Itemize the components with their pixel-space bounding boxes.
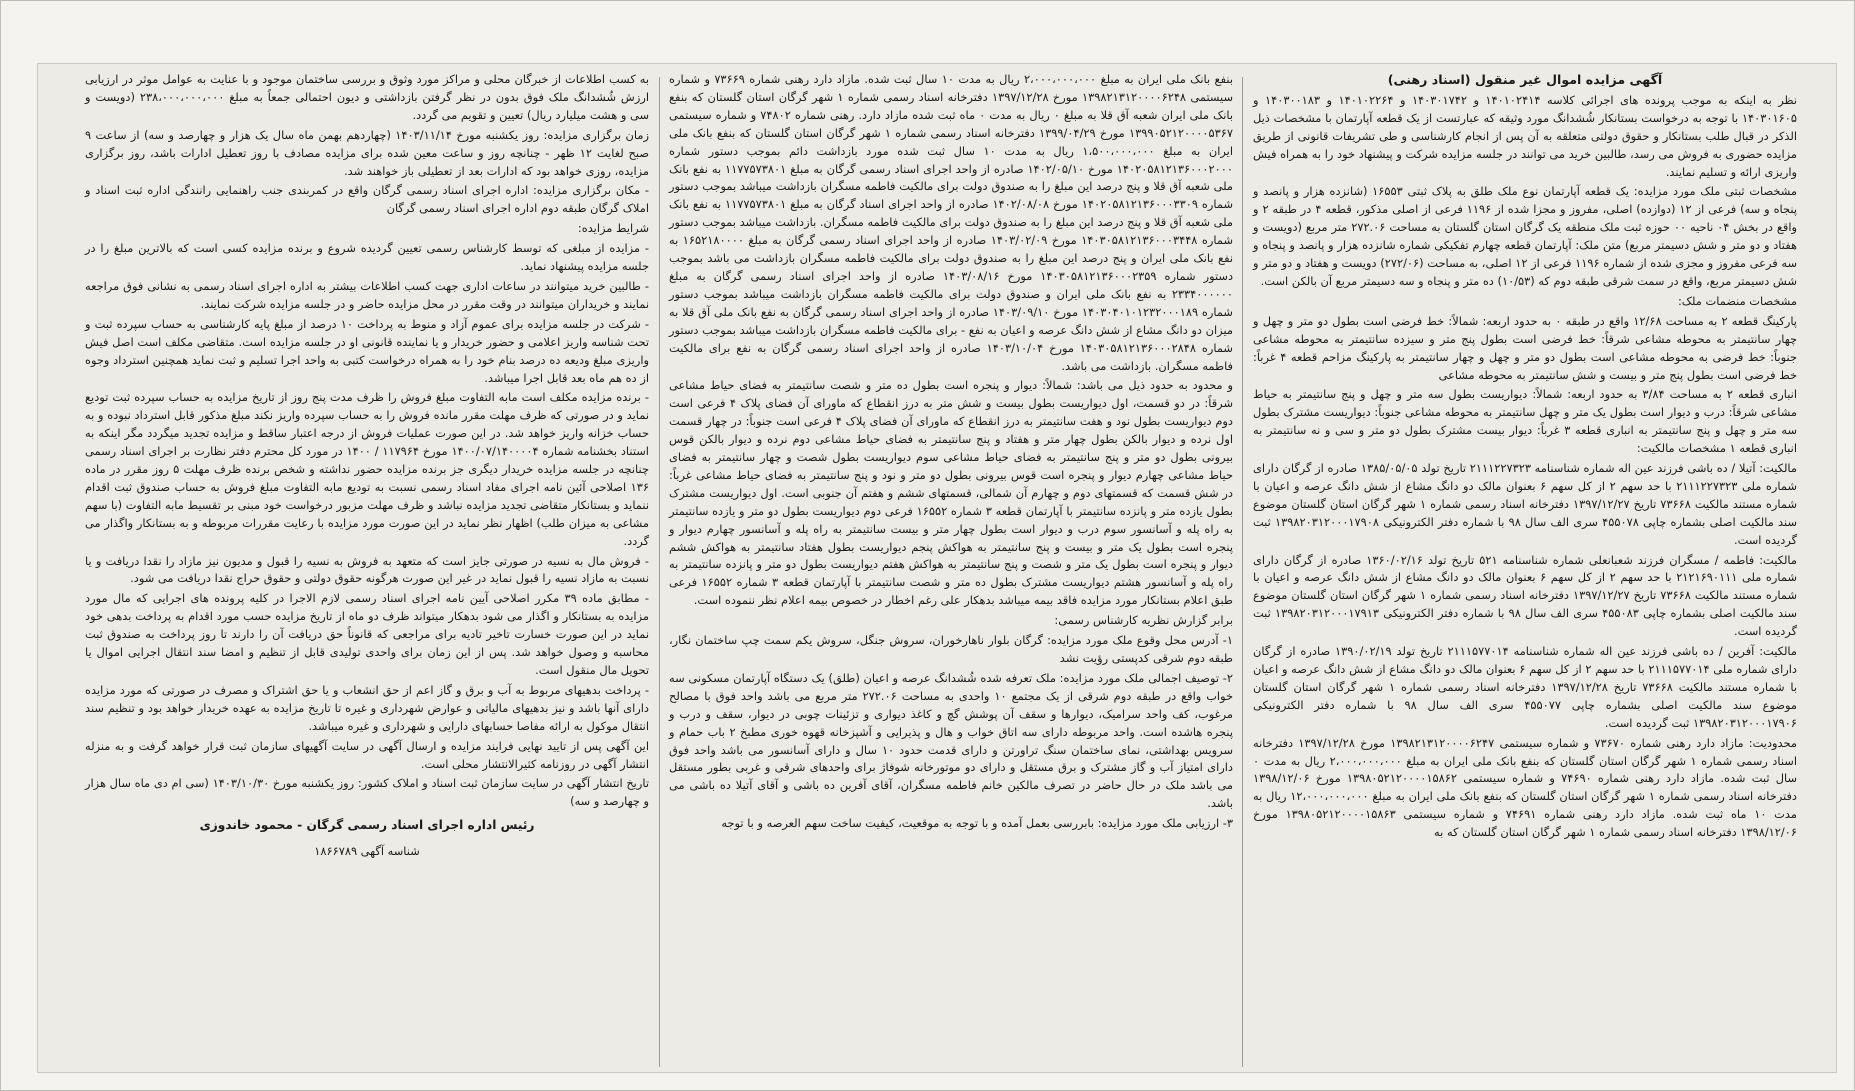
notice-paragraph: مالکیت: آتیلا / ده باشی فرزند عین اله شماره شناسنامه ۲۱۱۱۲۲۷۳۲۳ تاریخ تولد ۱۳۸۵/۰۵/۰۵ صادره از گرگان دارای شماره ملی ۲۱۱۱۲۲۷۳۲۳ با حد سهم ۲ از کل سهم ۶ بعنوان مالک دو دانگ مشاع از شش دانگ عرصه و اعیان با شماره مستند مالکیت ۷۳۶۶۸ تاریخ ۱۳۹۷/۱۲/۲۷ دفترخانه اسناد رسمی شماره ۱ شهر گرگان استان گلستان موضوع سند مالکیت اصلی بشماره چاپی ۴۵۵۰۷۸ سری الف سال ۹۸ با شماره دفتر الکترونیکی ۱۳۹۸۲۰۳۱۲۰۰۰۱۷۹۰۸ ثبت گردیده است. <box>1253 461 1798 547</box>
notice-paragraph: زمان برگزاری مزایده: روز یکشنبه مورخ ۱۴۰۳/۱۱/۱۴ (چهاردهم بهمن ماه سال یک هزار و چهارصد و سه) از ساعت ۹ صبح لغایت ۱۲ ظهر - چنانچه روز و ساعت معین شده برای مزایده مصادف با روز تعطیل ادارات باشد، روز برگزاری مزایده، روزی خواهد بود که ادارات بعد از تعطیلی باز خواهند شد. <box>85 127 649 178</box>
auction-notice-sheet <box>37 63 1837 1073</box>
notice-paragraph: - مکان برگزاری مزایده: اداره اجرای اسناد رسمی گرگان واقع در کمربندی جنب راهنمایی رانندگی اداره ثبت اسناد و املاک گرگان طبقه دوم اداره اجرای اسناد رسمی گرگان <box>85 183 649 216</box>
ad-id: شناسه آگهی ۱۸۶۶۷۸۹ <box>314 844 420 859</box>
notice-paragraph: مالکیت: فاطمه / مسگران فرزند شعبانعلی شماره شناسنامه ۵۲۱ تاریخ تولد ۱۳۶۰/۰۲/۱۶ صادره از گرگان دارای شماره ملی ۲۱۲۱۶۹۰۱۱۱ با حد سهم ۲ از کل سهم ۶ بعنوان مالک دو دانگ مشاع از شش دانگ عرصه و اعیان با شماره مستند مالکیت ۷۳۶۶۸ تاریخ ۱۳۹۷/۱۲/۲۷ دفترخانه اسناد رسمی شماره ۱ شهر گرگان استان گلستان موضوع سند مالکیت اصلی بشماره چاپی ۴۵۵۰۸۳ سری الف سال ۹۸ با شماره دفتر الکترونیکی ۱۳۹۸۲۰۳۱۲۰۰۰۱۷۹۱۳ ثبت گردیده است. <box>1253 552 1798 639</box>
column-divider <box>659 77 660 1067</box>
notice-paragraph: - طالبین خرید میتوانند در ساعات اداری جهت کسب اطلاعات بیشتر به اداره اجرای اسناد رسمی به نشانی فوق مراجعه نمایند و خریداران میتوانند در وقت مقرر در محل مزایده حاضر و در جلسه مزایده شرکت نمایند. <box>85 278 649 311</box>
notice-paragraphs <box>85 71 649 811</box>
notice-paragraphs <box>1253 92 1797 842</box>
notice-paragraph: مالکیت: آفرین / ده باشی فرزند عین اله شماره شناسنامه ۲۱۱۱۵۷۷۰۱۴ تاریخ تولد ۱۳۹۰/۰۲/۱۹ صادره از گرگان دارای شماره ملی ۲۱۱۱۵۷۷۰۱۴ با حد سهم ۲ از کل سهم ۶ بعنوان مالک دو دانگ مشاع از شش دانگ عرصه و اعیان با شماره مستند مالکیت ۷۳۶۶۸ تاریخ ۱۳۹۷/۱۲/۲۸ دفترخانه اسناد رسمی شماره ۱ شهر گرگان استان گلستان موضوع سند مالکیت اصلی بشماره چاپی ۴۵۵۰۷۷ سری الف سال ۹۸ با شماره دفتر الکترونیکی ۱۳۹۸۲۰۳۱۲۰۰۰۱۷۹۰۶ ثبت گردیده است. <box>1253 644 1798 730</box>
notice-paragraph: مشخصات منضمات ملک: <box>1677 293 1797 308</box>
notice-paragraph: محدودیت: مازاد دارد رهنی شماره ۷۳۶۷۰ و شماره سیستمی ۱۳۹۸۲۱۳۱۲۰۰۰۰۶۲۴۷ مورخ ۱۳۹۷/۱۲/۲۸ دفترخانه اسناد رسمی شماره ۱ شهر گرگان استان گلستان که بنفع بانک ملی ایران به مبلغ ۲،۰۰۰،۰۰۰،۰۰۰ ریال به مدت ۰ سال ثبت شده. مازاد دارد رهنی شماره ۷۴۶۹۰ و شماره سیستمی ۱۳۹۸۰۵۲۱۲۰۰۰۰۱۵۸۶۲ مورخ ۱۳۹۸/۱۲/۰۶ دفترخانه اسناد رسمی شماره ۱ شهر گرگان استان گلستان که بنفع بانک ملی ایران به مبلغ ۱۲،۰۰۰،۰۰۰،۰۰۰ ریال به مدت ۱۰ ماه ثبت شده. مازاد دارد رهنی شماره ۷۴۶۹۱ و شماره سیستمی ۱۳۹۸۰۵۲۱۲۰۰۰۰۱۵۸۶۳ مورخ ۱۳۹۸/۱۲/۰۶ دفترخانه اسناد رسمی شماره ۱ شهر گرگان استان گلستان که به <box>1253 735 1797 840</box>
notice-paragraph: شرایط مزایده: <box>577 221 649 236</box>
notice-paragraph: پارکینگ قطعه ۲ به مساحت ۱۲/۶۸ واقع در طبقه ۰ به حدود اربعه: شمالاً: خط فرضی است بطول دو متر و چهل و چهار سانتیمتر به محوطه مشاعی شرقاً: خط فرضی است بطول پنج متر و سیزده سانتیمتر به محوطه مشاعی جنوباً: خط فرضی به محوطه مشاعی است بطول دو متر و چهل و چهار سانتیمتر به پارکینگ مزاحم قطعه ۴ غرباً: خط فرضی است بطول پنج متر و بیست و شش سانتیمتر به محوطه مشاعی <box>1253 313 1798 382</box>
notice-column-middle <box>661 71 1241 1071</box>
notice-column-left <box>77 71 657 1071</box>
notice-paragraph: نظر به اینکه به موجب پرونده های اجرائی کلاسه ۱۴۰۱۰۲۴۱۴ و ۱۴۰۳۰۱۷۴۲ و ۱۴۰۱۰۲۲۶۴ و ۱۴۰۳۰۰۱۸۳ و ۱۴۰۳۰۱۶۰۵ با توجه به درخواست بستانکار شُشدانگ مورد وثیقه که عبارتست از یک قطعه آپارتمان با مشخصات ذیل الذکر در قبال طلب بستانکار و حقوق دولتی متعلقه به آن پس از انجام کارشناسی و طی تشریفات قانونی از طریق مزایده حضوری به فروش می رسد، طالبین خرید می توانند در جلسه مزایده شرکت و پیشنهاد خود را به همراه فیش واریزی ارائه و تسلیم نمایند. <box>1253 92 1797 179</box>
notice-paragraph: برابر گزارش نظریه کارشناس رسمی: <box>1054 613 1233 628</box>
notice-paragraph: - مزایده از مبلغی که توسط کارشناس رسمی تعیین گردیده شروع و برنده مزایده کسی است که بالاترین مبلغ را در جلسه مزایده پیشنهاد نماید. <box>85 241 649 274</box>
notice-paragraph: - پرداخت بدهیهای مربوط به آب و برق و گاز اعم از حق انشعاب و یا حق اشتراک و مصرف در صورتی که مورد مزایده دارای آنها باشد و نیز بدهیهای مالیاتی و عوارض شهرداری و غیره تا تاریخ مزایده به عهده خریدار خواهد بود و تنظیم سند انتقال موکول به ارائه مفاصا حسابهای دارایی و شهرداری و غیره میباشد. <box>85 682 649 733</box>
notice-paragraph: این آگهی پس از تایید نهایی فرایند مزایده و ارسال آگهی در سایت آگهیهای سازمان ثبت قرار خواهد گرفت و به منزله انتشار آگهی در روزنامه کثیرالانتشار محلی است. <box>85 738 649 771</box>
notice-paragraphs <box>669 71 1233 833</box>
notice-paragraph: تاریخ انتشار آگهی در سایت سازمان ثبت اسناد و املاک کشور: روز یکشنبه مورخ ۱۴۰۳/۱۰/۳۰ (سی ام دی ماه سال هزار و چهارصد و سه) <box>85 776 649 809</box>
column-divider <box>1242 77 1243 1067</box>
notice-paragraph: و محدود به حدود ذیل می باشد: شمالاً: دیوار و پنجره است بطول ده متر و شصت سانتیمتر به فضای حیاط مشاعی شرقاً: در دو قسمت، اول دیواریست بطول بیست و شش متر به درز انقطاع که ماورای آن فضای پلاک ۴ فرعی است دوم دیواریست بطول نود و هفت سانتیمتر به درز انقطاع که ماورای آن فضای پلاک ۴ فرعی است جنوباً: در چهار قسمت اول نرده و دیوار بالکن بطول چهار متر و هفتاد و پنج سانتیمتر به فضای حیاط مشاعی دوم نرده و دیوار بالکن قوس بیرونی بطول دو متر و پنج سانتیمتر به فضای حیاط مشاعی سوم دیواریست بطول شصت و چهار سانتیمتر به فضای حیاط مشاعی چهارم دیوار و پنجره است قوس بیرونی بطول دو متر و نود و پنج سانتیمتر به فضای حیاط مشاعی غرباً: در شش قسمت که قسمتهای دوم و چهارم آن شمالی، قسمتهای ششم و هفتم آن جنوبی است. اول دیواریست مشترک بطول یازده متر و پانزده سانتیمتر با آپارتمان قطعه ۳ شماره ۱۶۵۵۲ فرعی دوم دیواریست بطول دو متر و یازده سانتیمتر به راه پله و آسانسور سوم درب و دیوار است بطول چهار متر و بیست سانتیمتر به راه پله و آسانسور چهارم دیوار و پنجره است بطول یک متر و بیست و پنج سانتیمتر به هواکش پنجم دیواریست بطول هفتاد سانتیمتر به هواکش ششم دیوار و پنجره است بطول یک متر و شصت و پنج سانتیمتر به هواکش هفتم دیواریست بطول دو متر و پانزده سانتیمتر به راه پله و آسانسور هشتم دیواریست مشترک بطول ده متر و شصت سانتیمتر با آپارتمان قطعه ۳ شماره ۱۶۵۵۲ فرعی طبق اعلام بستانکار مورد مزایده فاقد بیمه میباشد بدهکار علی رغم اخطار در خصوص بیمه اعلام نظر ننموده است. <box>669 378 1234 608</box>
notice-paragraph: ۳- ارزیابی ملک مورد مزایده: بابررسی بعمل آمده و با توجه به موقعیت، کیفیت ساخت سهم العرصه و با توجه <box>721 816 1233 831</box>
notice-paragraph: مشخصات ثبتی ملک مورد مزایده: یک قطعه آپارتمان نوع ملک طلق به پلاک ثبتی ۱۶۵۵۳ (شانزده هزار و پانصد و پنجاه و سه) فرعی از ۱۲ (دوازده) اصلی، مفروز و مجزا شده از ۱۱۹۶ فرعی از اصلی مذکور، قطعه ۴ در طبقه ۲ و واقع در بخش ۰۴ ناحیه ۰۰ حوزه ثبت ملک منطقه یک گرگان استان گلستان به مساحت ۲۷۲.۰۶ متر مربع (دویست و هفتاد و دو متر و شش دسیمتر مربع) متن ملک: آپارتمان قطعه چهارم تفکیکی شماره شانزده هزار و پانصد و پنجاه و سه فرعی مفروز و مجزی شده از شماره ۱۱۹۶ فرعی از ۱۲ اصلی، به مساحت (۲۷۲/۰۶) دویست و هفتاد و دو متر و شش دسیمتر مربع، واقع در سمت شرقی طبقه دوم که (۱۰/۵۳) ده متر و پنجاه و سه دسیمتر مربع آن بالکن است. <box>1253 184 1798 288</box>
notice-paragraph: ۲- توصیف اجمالی ملک مورد مزایده: ملک تعرفه شده شُشدانگ عرصه و اعیان (طلق) یک دستگاه آپارتمان مسکونی سه خواب واقع در طبقه دوم شرقی از یک مجتمع ۱۰ واحدی به مساحت ۲۷۲.۰۶ متر مربع می باشد واحد فوق با مصالح مرغوب، کف واحد سرامیک، دیوارها و سقف آن پوشش گچ و کاغذ دیواری و تزئینات چوبی در دیوار، سقف و درب و پنجره هاشده است. واحد مربوطه دارای سه اتاق خواب و هال و پذیرایی و آشپزخانه قهوه خوری مطبخ ۲ باب حمام و سرویس بهداشتی، نمای ساختمان سنگ تراورتن و دارای قدمت حدود ۱۰ سال و دارای آسانسور می باشد واحد فوق دارای امتیاز آب و گاز مشترک و برق مستقل و دارای دو موتورخانه شوفاژ برای واحدهای شرقی و غربی بطور مستقل می باشد ملک در حال حاضر در تصرف مالکین خانم فاطمه مسگران، آقای آفرین ده باشی و آقای آتیلا ده باشی می باشد. <box>669 670 1234 811</box>
notice-paragraph: ۱- آدرس محل وقوع ملک مورد مزایده: گرگان بلوار ناهارخوران، سروش جنگل، سروش یکم سمت چپ ساختمان نگار، طبقه دوم شرقی کدپستی رؤیت نشد <box>669 633 1233 665</box>
notice-paragraph: - شرکت در جلسه مزایده برای عموم آزاد و منوط به پرداخت ۱۰ درصد از مبلغ پایه کارشناسی به حساب سپرده ثبت و تحت شناسه واریز اعلامی و حضور خریدار و یا نماینده قانونی او در جلسه مزایده است. متقاضی مکلف است اصل فیش واریزی مبلغ ودیعه ده درصد بنام خود را به همراه درخواست کتبی به واحد اجرا تسلیم و ثبت نماید همچنین استرداد وجوه از ده هم ماه بعد قابل اجرا میباشد. <box>85 316 649 385</box>
notice-title: آگهی مزایده اموال غیر منقول (اسناد رهنی) <box>1387 72 1663 87</box>
notice-paragraph: - فروش مال به نسیه در صورتی جایز است که متعهد به فروش به نسیه را قبول و مدیون نیز مازاد را نقدا دریافت و یا نسبت به مازاد نسیه را قبول نماید در غیر این صورت هرگونه حقوق دولتی و حقوق حراج نقدا دریافت می شود. <box>85 553 649 586</box>
notice-paragraph: بنفع بانک ملی ایران به مبلغ ۲،۰۰۰،۰۰۰،۰۰۰ ریال به مدت ۱۰ سال ثبت شده. مازاد دارد رهنی شماره ۷۳۶۶۹ و شماره سیستمی ۱۳۹۸۲۱۳۱۲۰۰۰۰۶۲۴۸ مورخ ۱۳۹۷/۱۲/۲۸ دفترخانه اسناد رسمی شماره ۱ شهر گرگان استان گلستان که بنفع بانک ملی ایران شعبه آق قلا به مبلغ ۰ ریال به مدت ۰ ماه ثبت شده مازاد دارد. رهنی شماره ۷۴۸۰۲ و شماره سیستمی ۱۳۹۹۰۵۲۱۲۰۰۰۰۵۳۶۷ مورخ ۱۳۹۹/۰۴/۲۹ دفترخانه اسناد رسمی شماره ۱ شهر گرگان استان گلستان که بنفع بانک ملی ایران به مبلغ ۱،۵۰۰،۰۰۰،۰۰۰ ریال به مدت ۱۰ سال ثبت شده مورد بازداشت دائم بموجب دستور شماره ۱۴۰۲۰۵۸۱۲۱۳۶۰۰۰۲۰۰۰ مورخ ۱۴۰۲/۰۵/۱۰ صادره از واحد اجرای اسناد رسمی گرگان به مبلغ ۱۱۷۷۵۷۳۸۰۱ به نفع بانک ملی شعبه آق قلا و پنج درصد این مبلغ را به صندوق دولت برای مالکیت فاطمه مسگران بازداشت میباشد بموجب دستور شماره ۱۴۰۲۰۵۸۱۲۱۳۶۰۰۰۳۳۰۹ مورخ ۱۴۰۲/۰۸/۰۸ صادره از واحد اجرای اسناد گرگان به مبلغ ۱۱۷۷۵۷۳۸۰۱ به نفع بانک ملی شعبه آق قلا و پنج درصد این مبلغ را به صندوق دولت برای مالکیت فاطمه مسگران. بازداشت میباشد بموجب دستور شماره ۱۴۰۳۰۵۸۱۲۱۳۶۰۰۰۳۴۴۸ مورخ ۱۴۰۳/۰۲/۰۹ صادره از واحد اجرای اسناد رسمی گرگان به مبلغ ۱۶۵۲۱۸۰۰۰۰ به نفع بانک ملی ایران و پنج درصد این مبلغ را به صندوق دولت برای مالکیت فاطمه مسگران بازداشت می باشد بموجب دستور شماره ۱۴۰۳۰۵۸۱۲۱۳۶۰۰۰۲۳۵۹ مورخ ۱۴۰۳/۰۸/۱۶ صادره از واحد اجرای اسناد رسمی گرگان به مبلغ ۲۳۳۴۰۰۰۰۰۰ به نفع بانک ملی ایران و صندوق دولت برای مالکیت فاطمه مسگران بازداشت میباشد بموجب دستور شماره ۱۴۰۳۰۴۰۱۰۱۲۳۲۰۰۰۱۸۹ مورخ ۱۴۰۳/۰۹/۱۰ صادره از واحد اجرای اسناد رسمی گرگان به نفع بانک ملی آق قلا به میزان دو دانگ مشاع از شش دانگ عرصه و اعیان به نفع - برای مالکیت فاطمه مسگران بازداشت میباشد بموجب دستور شماره ۱۴۰۳۰۵۸۱۲۱۳۶۰۰۰۲۸۴۸ مورخ ۱۴۰۳/۱۰/۰۴ صادره از واحد اجرای اسناد رسمی گرگان به نفع برای مالکیت فاطمه مسگران. بازداشت می باشد. <box>669 72 1234 373</box>
notice-paragraph: - برنده مزایده مکلف است مابه التفاوت مبلغ فروش را ظرف مدت پنج روز از تاریخ مزایده به حساب سپرده ثبت تودیع نماید و در صورتی که ظرف مهلت مقرر مانده فروش را به حساب سپرده واریز نکند مبلغ مذکور قابل استرداد نبوده و به حساب خزانه واریز خواهد شد. در این صورت عملیات فروش از درجه اعتبار ساقط و مزایده تجدید میگردد مگر اینکه به استناد بخشنامه شماره ۱۴۰۰/۰۷/۱۴۰۰۰۰۴ مورخ ۱۱۷۹۶۴ / ۱۴۰۰ در مورد کل محترم دفتر نظارت بر اجرای اسناد رسمی چنانچه در جلسه مزایده خریدار دیگری جز برنده مزایده حضور نداشته و شخص برنده ظرف مهلت ۵ روز مقرر در ماده ۱۳۶ اصلاحی آئین نامه اجرای مفاد اسناد رسمی نسبت به تودیع مابه التفاوت مبلغ فروش به حساب صندوق ثبت اقدام ننماید و بستانکار متقاضی تجدید مزایده نباشد و ظرف مهلت مزبور درخواست خود مبنی بر تقسیط مابه التفاوت (با سهم مشاعی به میزان طلب) اظهار نظر نماید در این صورت مورد مزایده با رعایت مقررات مربوطه و به بستانکار واگذار می گردد. <box>85 390 649 548</box>
notice-paragraph: - مطابق ماده ۳۹ مکرر اصلاحی آیین نامه اجرای اسناد رسمی لازم الاجرا در کلیه پرونده های اجرایی که مال مورد مزایده به بستانکار و اگذار می شود بدهکار میتواند ظرف دو ماه از تاریخ مزایده حسب مورد اقدام به پرداخت بدهی خود نماید در این صورت خسارت تاخیر تادیه برای مراجعی که قانوناً حق دریافت آن را دارند تا روز پرداخت به صندوق ثبت محاسبه و وصول خواهد شد. پس از این زمان برای واحدی تولیدی قابل از تنظیم و امضا سند انتقال اجرایی اموال یا تحویل مال منقول است. <box>85 591 650 677</box>
notice-column-right <box>1245 71 1805 1071</box>
notice-paragraph: به کسب اطلاعات از خبرگان محلی و مراکز مورد وثوق و بررسی ساختمان موجود و با عنایت به عوامل موثر در ارزیابی ارزش شُشدانگ ملک فوق بدون در نظر گرفتن بازداشتی و دیون احتمالی جمعاً به مبلغ ۲۳۸،۰۰۰،۰۰۰،۰۰۰ (دویست و سی و هشت میلیارد ریال) تعیین و تقویم می گردد. <box>85 72 649 122</box>
notice-paragraph: انباری قطعه ۲ به مساحت ۳/۸۴ به حدود اربعه: شمالاً: دیواریست بطول سه متر و چهل و پنج سانتیمتر به حیاط مشاعی شرقاً: درب و دیوار است بطول یک متر و چهل سانتیمتر به محوطه مشاعی جنوباً: دیواریست مشترک بطول سه متر و چهل و پنج سانتیمتر به انباری قطعه ۳ غرباً: دیوار بیست مشترک بطول دو متر و سی و نه سانتیمتر به انباری قطعه ۱ مشخصات مالکیت: <box>1253 387 1798 456</box>
signature: رئیس اداره اجرای اسناد رسمی گرگان - محمود خاندوزی <box>199 818 535 833</box>
